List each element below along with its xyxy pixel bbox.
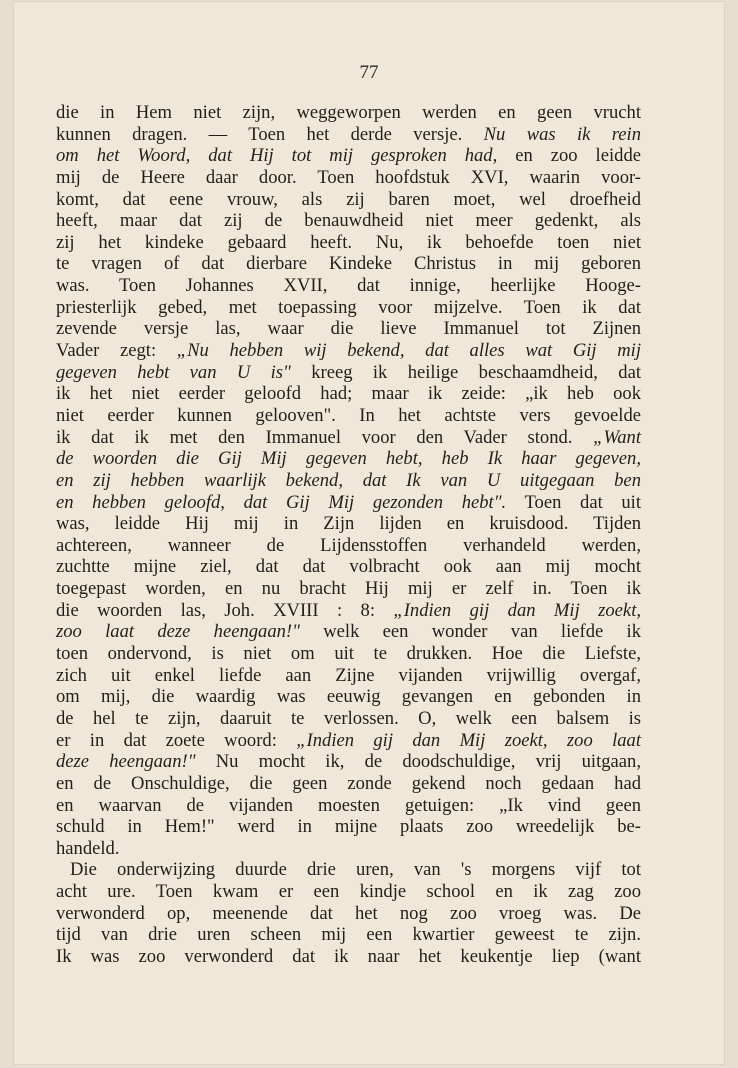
- text-segment: priesterlijk gebed, met toepassing voor mijzelve. Toen ik dat: [56, 296, 641, 318]
- text-segment: en waarvan de vijanden moesten getuigen: „Ik vind geen: [56, 794, 641, 816]
- text-line: [56, 470, 641, 492]
- text-segment: Vader zegt:: [56, 340, 177, 362]
- text-segment: zij het kindeke gebaard heeft. Nu, ik behoefde toen niet: [56, 231, 641, 253]
- text-line: [56, 102, 641, 124]
- text-segment: ik het niet eerder geloofd had; maar ik zeide: „ik heb ook: [56, 383, 641, 405]
- text-segment: de hel te zijn, daaruit te verlossen. O, welk een balsem is: [56, 707, 641, 729]
- text-segment: zuchtte mijne ziel, dat dat volbracht ook aan mij mocht: [56, 556, 641, 578]
- text-line: [56, 448, 641, 470]
- italic-quote-segment: „Indien gij dan Mij zoekt,: [393, 599, 642, 621]
- italic-quote-segment: Nu was ik rein: [483, 123, 641, 145]
- text-line: [56, 751, 641, 773]
- text-line: [56, 665, 641, 687]
- text-line: [56, 730, 641, 752]
- text-segment: Die onderwijzing duurde drie uren, van 's morgens vijf tot: [70, 859, 641, 881]
- text-segment: heeft, maar dat zij de benauwdheid niet meer gedenkt, als: [56, 210, 641, 232]
- text-line: [56, 838, 641, 860]
- italic-quote-segment: „Indien gij dan Mij zoekt, zoo laat: [296, 729, 642, 751]
- text-segment: Toen dat uit: [506, 491, 641, 513]
- text-line: [56, 903, 641, 925]
- text-line: [56, 232, 641, 254]
- text-segment: en zoo leidde: [497, 145, 641, 167]
- text-line: [56, 578, 641, 600]
- text-segment: die woorden las, Joh. XVIII : 8:: [56, 599, 394, 621]
- page-number: 77: [359, 62, 379, 83]
- text-line: [56, 795, 641, 817]
- text-line: [56, 124, 641, 146]
- text-line: [56, 427, 641, 449]
- text-line: [56, 881, 641, 903]
- text-segment: tijd van drie uren scheen mij een kwartier geweest te zijn.: [56, 924, 641, 946]
- text-line: [56, 145, 641, 167]
- italic-quote-segment: en zij hebben waarlijk bekend, dat Ik van U uitgegaan ben: [56, 469, 641, 491]
- text-segment: acht ure. Toen kwam er een kindje school en ik zag zoo: [56, 881, 641, 903]
- text-segment: achtereen, wanneer de Lijdensstoffen verhandeld werden,: [56, 534, 641, 556]
- text-segment: er in dat zoete woord:: [56, 729, 297, 751]
- text-line: [56, 708, 641, 730]
- text-segment: handeld.: [56, 837, 120, 859]
- text-line: [56, 535, 641, 557]
- text-line: [56, 275, 641, 297]
- text-line: [56, 318, 641, 340]
- text-segment: schuld in Hem!" werd in mijne plaats zoo wreedelijk be-: [56, 816, 641, 838]
- text-line: [56, 189, 641, 211]
- text-line: [56, 167, 641, 189]
- text-segment: niet eerder kunnen gelooven". In het achtste vers gevoelde: [56, 404, 641, 426]
- text-segment: en de Onschuldige, die geen zonde gekend noch gedaan had: [56, 772, 641, 794]
- text-line: [56, 686, 641, 708]
- text-segment: ik dat ik met den Immanuel voor den Vader stond.: [56, 426, 594, 448]
- italic-quote-segment: zoo laat deze heengaan!": [56, 621, 300, 643]
- italic-quote-segment: deze heengaan!": [56, 751, 196, 773]
- text-segment: Ik was zoo verwonderd dat ik naar het keukentje liep (want: [56, 945, 641, 967]
- text-line: [56, 621, 641, 643]
- text-line: [56, 816, 641, 838]
- italic-quote-segment: om het Woord, dat Hij tot mij gesproken had,: [56, 145, 498, 167]
- text-line: [56, 340, 641, 362]
- text-line: [56, 210, 641, 232]
- text-segment: verwonderd op, meenende dat het nog zoo vroeg was. De: [56, 902, 641, 924]
- text-line: [56, 600, 641, 622]
- text-line: [56, 643, 641, 665]
- italic-quote-segment: gegeven hebt van U is": [56, 361, 291, 383]
- text-segment: was. Toen Johannes XVII, dat innige, heerlijke Hooge-: [56, 275, 641, 297]
- text-segment: die in Hem niet zijn, weggeworpen werden en geen vrucht: [56, 102, 641, 123]
- text-segment: Nu mocht ik, de doodschuldige, vrij uitgaan,: [195, 751, 641, 773]
- text-segment: te vragen of dat dierbare Kindeke Christus in mij geboren: [56, 253, 641, 275]
- text-segment: was, leidde Hij mij in Zijn lijden en kruisdood. Tijden: [56, 513, 641, 535]
- text-line: [56, 405, 641, 427]
- text-line: [56, 362, 641, 384]
- text-segment: mij de Heere daar door. Toen hoofdstuk XVI, waarin voor-: [56, 166, 641, 188]
- italic-quote-segment: en hebben geloofd, dat Gij Mij gezonden hebt".: [56, 491, 507, 513]
- italic-quote-segment: „Nu hebben wij bekend, dat alles wat Gij mij: [176, 340, 641, 362]
- text-line: [56, 492, 641, 514]
- text-line: [56, 383, 641, 405]
- text-segment: komt, dat eene vrouw, als zij baren moet, wel droefheid: [56, 188, 641, 210]
- text-line: [56, 556, 641, 578]
- text-segment: om mij, die waardig was eeuwig gevangen en gebonden in: [56, 686, 641, 708]
- text-line: [56, 946, 641, 968]
- text-line: [56, 773, 641, 795]
- text-segment: zich uit enkel liefde aan Zijne vijanden vrijwillig overgaf,: [56, 664, 641, 686]
- text-segment: welk een wonder van liefde ik: [299, 621, 641, 643]
- text-segment: zevende versje las, waar die lieve Immanuel tot Zijnen: [56, 318, 641, 340]
- italic-quote-segment: „Want: [593, 426, 641, 448]
- text-line: [56, 253, 641, 275]
- text-segment: kunnen dragen. — Toen het derde versje.: [56, 123, 484, 145]
- text-line: [56, 297, 641, 319]
- book-page: [14, 2, 724, 1064]
- body-text: [56, 102, 641, 968]
- text-line: [56, 924, 641, 946]
- italic-quote-segment: de woorden die Gij Mij gegeven hebt, heb Ik haar gegeven,: [56, 448, 641, 470]
- text-line: [56, 859, 641, 881]
- text-segment: kreeg ik heilige beschaamdheid, dat: [290, 361, 641, 383]
- text-segment: toegepast worden, en nu bracht Hij mij er zelf in. Toen ik: [56, 578, 641, 600]
- text-line: [56, 513, 641, 535]
- text-segment: toen ondervond, is niet om uit te drukken. Hoe die Liefste,: [56, 643, 641, 665]
